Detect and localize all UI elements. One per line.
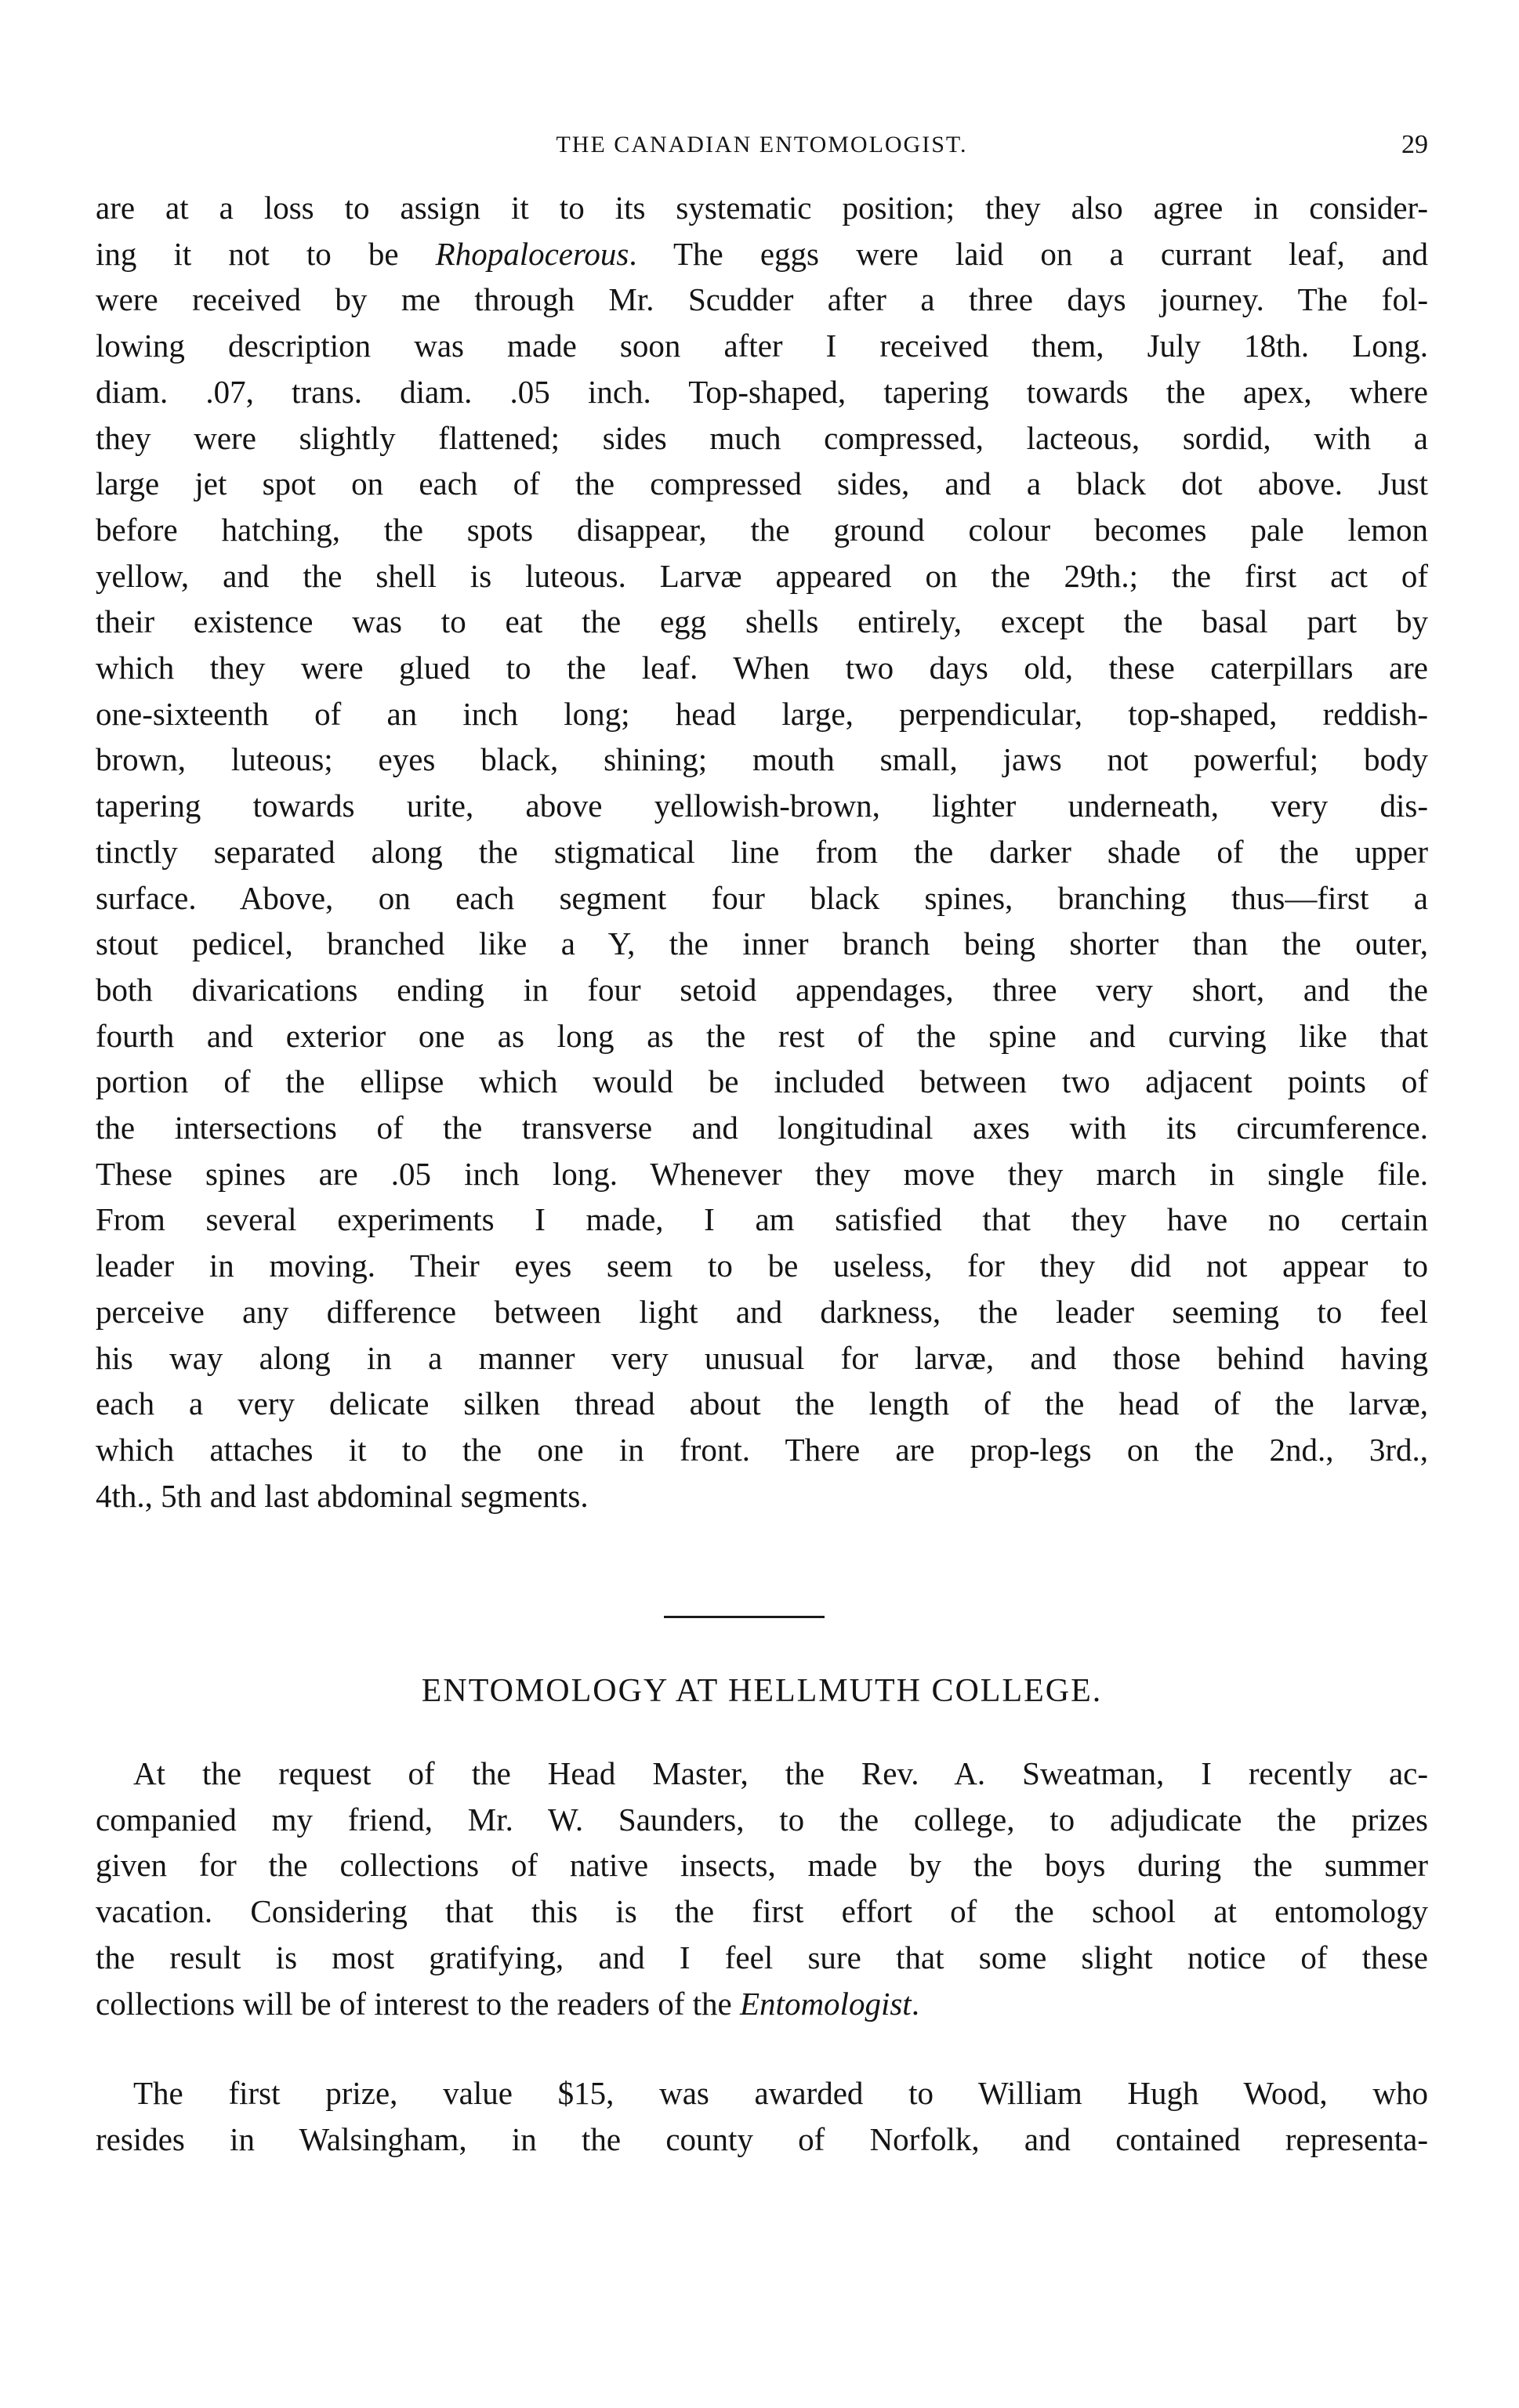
text-line: stout pedicel, branched like a Y, the inner branch being shorter than the outer,	[96, 925, 1428, 962]
text-line: each a very delicate silken thread about the length of the head of the larvæ,	[96, 1385, 1428, 1422]
text-line: 4th., 5th and last abdominal segments.	[96, 1477, 589, 1514]
italic-term: Entomologist	[740, 1985, 912, 2022]
text-line: surface. Above, on each segment four black spines, branching thus—first a	[96, 879, 1428, 916]
text-line: The first prize, value $15, was awarded to William Hugh Wood, who	[133, 2075, 1428, 2111]
text-line: diam. .07, trans. diam. .05 inch. Top-shaped, tapering towards the apex, where	[96, 373, 1428, 410]
text-line: one-sixteenth of an inch long; head large, perpendicular, top-shaped, reddish-	[96, 695, 1428, 732]
text-line: which they were glued to the leaf. When two days old, these caterpillars are	[96, 650, 1428, 686]
text-line: were received by me through Mr. Scudder after a three days journey. The fol-	[96, 281, 1428, 318]
text-line: fourth and exterior one as long as the rest of the spine and curving like that	[96, 1017, 1428, 1054]
text-line: which attaches it to the one in front. There are prop-legs on the 2nd., 3rd.,	[96, 1431, 1428, 1468]
text-line: before hatching, the spots disappear, the ground colour becomes pale lemon	[96, 511, 1428, 548]
text-line: tapering towards urite, above yellowish-brown, lighter underneath, very dis-	[96, 788, 1428, 824]
text-line: the intersections of the transverse and longitudinal axes with its circumference.	[96, 1110, 1428, 1146]
text-line: the result is most gratifying, and I feel sure that some slight notice of these	[96, 1939, 1428, 1975]
section-heading: ENTOMOLOGY AT HELLMUTH COLLEGE.	[421, 1673, 1103, 1709]
text-line: brown, luteous; eyes black, shining; mouth small, jaws not powerful; body	[96, 741, 1428, 778]
text-line: given for the collections of native insects, made by the boys during the summer	[96, 1847, 1428, 1884]
text-line: are at a loss to assign it to its systematic position; they also agree in consider-	[96, 190, 1428, 226]
text-line: tinctly separated along the stigmatical line from the darker shade of the upper	[96, 833, 1428, 870]
paragraph-college-visit	[96, 1751, 1428, 2026]
text-line: their existence was to eat the egg shells entirely, except the basal part by	[96, 603, 1428, 640]
italic-term: Rhopalocerous	[435, 235, 629, 272]
text-line: his way along in a manner very unusual for larvæ, and those behind having	[96, 1339, 1428, 1376]
text-line: resides in Walsingham, in the county of Norfolk, and contained representa-	[96, 2120, 1428, 2157]
text-line: lowing description was made soon after I received them, July 18th. Long.	[96, 328, 1428, 364]
running-title: THE CANADIAN ENTOMOLOGIST.	[556, 132, 968, 158]
text-line: From several experiments I made, I am satisfied that they have no certain	[96, 1201, 1428, 1238]
text-line: large jet spot on each of the compressed sides, and a black dot above. Just	[96, 465, 1428, 502]
text-line: At the request of the Head Master, the Rev. A. Sweatman, I recently ac-	[133, 1755, 1428, 1791]
text-line: perceive any difference between light and darkness, the leader seeming to feel	[96, 1293, 1428, 1330]
text-line: collections will be of interest to the readers of the Entomologist.	[96, 1985, 919, 2022]
text-line: portion of the ellipse which would be included between two adjacent points of	[96, 1063, 1428, 1100]
page-number: 29	[1401, 130, 1428, 159]
text-line: they were slightly flattened; sides much compressed, lacteous, sordid, with a	[96, 419, 1428, 456]
text-line: vacation. Considering that this is the first effort of the school at entomology	[96, 1893, 1428, 1930]
text-line: These spines are .05 inch long. Whenever they move they march in single file.	[96, 1155, 1428, 1192]
text-line: leader in moving. Their eyes seem to be useless, for they did not appear to	[96, 1247, 1428, 1284]
paragraph-larvae-description	[96, 185, 1428, 1519]
text-line: ing it not to be Rhopalocerous. The eggs were laid on a currant leaf, and	[96, 235, 1428, 272]
text-line: yellow, and the shell is luteous. Larvæ appeared on the 29th.; the first act of	[96, 557, 1428, 594]
running-head	[96, 125, 1428, 165]
text-line: both divarications ending in four setoid appendages, three very short, and the	[96, 971, 1428, 1008]
text-line: companied my friend, Mr. W. Saunders, to the college, to adjudicate the prizes	[96, 1801, 1428, 1838]
paragraph-first-prize	[96, 2070, 1428, 2162]
section-divider	[664, 1616, 825, 1618]
